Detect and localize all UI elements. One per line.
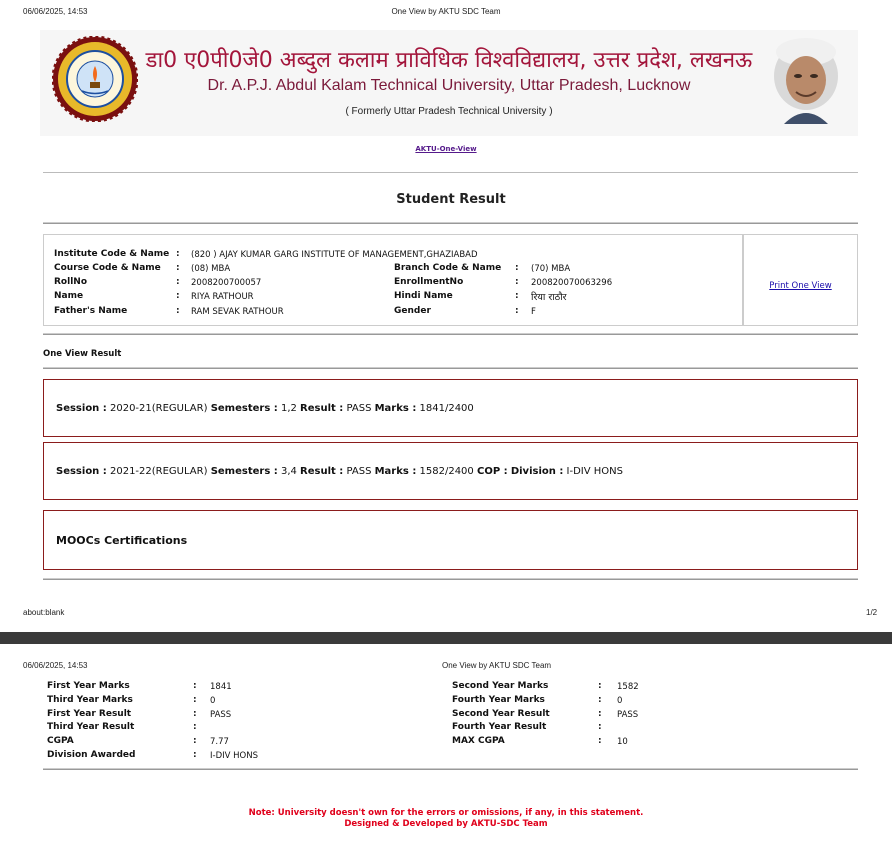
page-separator [0, 632, 892, 644]
university-title-hindi: डा0 ए0पी0जे0 अब्दुल कलाम प्राविधिक विश्वविद्यालय, उत्तर प्रदेश, लखनऊ [145, 48, 753, 73]
colon: : [176, 291, 180, 301]
divider [43, 367, 858, 369]
divider [43, 222, 858, 224]
result-value: PASS [346, 403, 372, 414]
name-value: RIYA RATHOUR [191, 292, 254, 302]
session-result-card [43, 442, 858, 500]
colon: : [598, 709, 602, 719]
colon: : [598, 722, 602, 732]
third-year-result-label: Third Year Result [47, 722, 135, 732]
print-date: 06/06/2025, 14:53 [23, 7, 88, 16]
gender-label: Gender [394, 306, 431, 316]
moocs-title: MOOCs Certifications [56, 534, 188, 547]
hindi-name-value: रिया राठौर [531, 292, 567, 303]
semesters-value: 3,4 [280, 466, 297, 477]
third-year-marks-label: Third Year Marks [47, 695, 133, 705]
roll-value: 2008200700057 [191, 278, 262, 288]
divider [43, 578, 858, 580]
first-year-result-label: First Year Result [47, 709, 132, 719]
credits-note: Designed & Developed by AKTU-SDC Team [344, 819, 548, 829]
course-value: (08) MBA [191, 264, 231, 274]
result-label: Result : [300, 403, 344, 414]
colon: : [515, 306, 519, 316]
print-panel [743, 234, 858, 326]
colon: : [515, 291, 519, 301]
cgpa-label: CGPA [47, 736, 74, 746]
semesters-label: Semesters : [210, 466, 278, 477]
third-year-marks-value: 0 [210, 696, 216, 706]
page-number: 1/2 [866, 608, 878, 617]
max-cgpa-value: 10 [617, 737, 628, 747]
fourth-year-marks-label: Fourth Year Marks [452, 695, 545, 705]
hindi-name-label: Hindi Name [394, 291, 453, 301]
university-title-english: Dr. A.P.J. Abdul Kalam Technical University, Uttar Pradesh, Lucknow [207, 77, 691, 94]
colon: : [176, 306, 180, 316]
print-title: One View by AKTU SDC Team [442, 661, 552, 670]
aktu-one-view-link[interactable]: AKTU-One-View [415, 145, 477, 153]
colon: : [598, 736, 602, 746]
division-awarded-value: I-DIV HONS [210, 751, 258, 761]
student-info-panel [43, 234, 743, 326]
branch-label: Branch Code & Name [394, 263, 502, 273]
marks-label: Marks : [374, 403, 417, 414]
session-label: Session : [56, 466, 107, 477]
page-title: Student Result [396, 192, 506, 207]
colon: : [176, 249, 180, 259]
session-value: 2021-22(REGULAR) [109, 466, 208, 477]
semesters-value: 1,2 [280, 403, 297, 414]
colon: : [193, 736, 197, 746]
result-value: PASS [346, 466, 372, 477]
session-result-line [56, 403, 474, 414]
branch-value: (70) MBA [531, 264, 571, 274]
session-result-line [56, 466, 623, 477]
divider [43, 172, 858, 173]
footer-url: about:blank [23, 608, 65, 617]
colon: : [176, 263, 180, 273]
result-label: Result : [300, 466, 344, 477]
semesters-label: Semesters : [210, 403, 278, 414]
first-year-marks-value: 1841 [210, 682, 232, 692]
father-name-label: Father's Name [54, 306, 128, 316]
print-title: One View by AKTU SDC Team [391, 7, 501, 16]
second-year-marks-value: 1582 [617, 682, 639, 692]
colon: : [193, 750, 197, 760]
marks-label: Marks : [374, 466, 417, 477]
course-label: Course Code & Name [54, 263, 161, 273]
father-name-value: RAM SEVAK RATHOUR [191, 307, 284, 317]
session-result-card [43, 379, 858, 437]
cgpa-value: 7.77 [210, 737, 229, 747]
colon: : [515, 277, 519, 287]
division-awarded-label: Division Awarded [47, 750, 136, 760]
colon: : [193, 709, 197, 719]
colon: : [193, 681, 197, 691]
section-title: One View Result [43, 349, 122, 359]
division-value: I-DIV HONS [566, 466, 623, 477]
print-date: 06/06/2025, 14:53 [23, 661, 88, 670]
cop-label: COP : [476, 466, 508, 477]
session-value: 2020-21(REGULAR) [109, 403, 208, 414]
colon: : [598, 695, 602, 705]
institute-label: Institute Code & Name [54, 249, 170, 259]
name-label: Name [54, 291, 84, 301]
disclaimer-note: Note: University doesn't own for the errors or omissions, if any, in this statement. [248, 808, 644, 818]
portrait-image [764, 36, 848, 124]
marks-value: 1582/2400 [419, 466, 474, 477]
university-banner [40, 30, 858, 136]
second-year-marks-label: Second Year Marks [452, 681, 549, 691]
colon: : [176, 277, 180, 287]
second-year-result-value: PASS [617, 710, 639, 720]
moocs-card [43, 510, 858, 570]
first-year-result-value: PASS [210, 710, 232, 720]
divider [43, 333, 858, 335]
gender-value: F [531, 307, 536, 317]
max-cgpa-label: MAX CGPA [452, 736, 505, 746]
university-subtitle: ( Formerly Uttar Pradesh Technical University ) [345, 106, 553, 117]
marks-value: 1841/2400 [419, 403, 474, 414]
institute-value: (820 ) AJAY KUMAR GARG INSTITUTE OF MANAGEMENT,GHAZIABAD [191, 250, 478, 260]
colon: : [515, 263, 519, 273]
fourth-year-marks-value: 0 [617, 696, 623, 706]
enrollment-value: 200820070063296 [531, 278, 613, 288]
first-year-marks-label: First Year Marks [47, 681, 130, 691]
session-label: Session : [56, 403, 107, 414]
division-label: Division : [510, 466, 564, 477]
colon: : [598, 681, 602, 691]
print-one-view-link[interactable]: Print One View [769, 281, 832, 291]
divider [43, 768, 858, 770]
fourth-year-result-label: Fourth Year Result [452, 722, 547, 732]
second-year-result-label: Second Year Result [452, 709, 550, 719]
enrollment-label: EnrollmentNo [394, 277, 464, 287]
roll-label: RollNo [54, 277, 87, 287]
colon: : [193, 695, 197, 705]
colon: : [193, 722, 197, 732]
